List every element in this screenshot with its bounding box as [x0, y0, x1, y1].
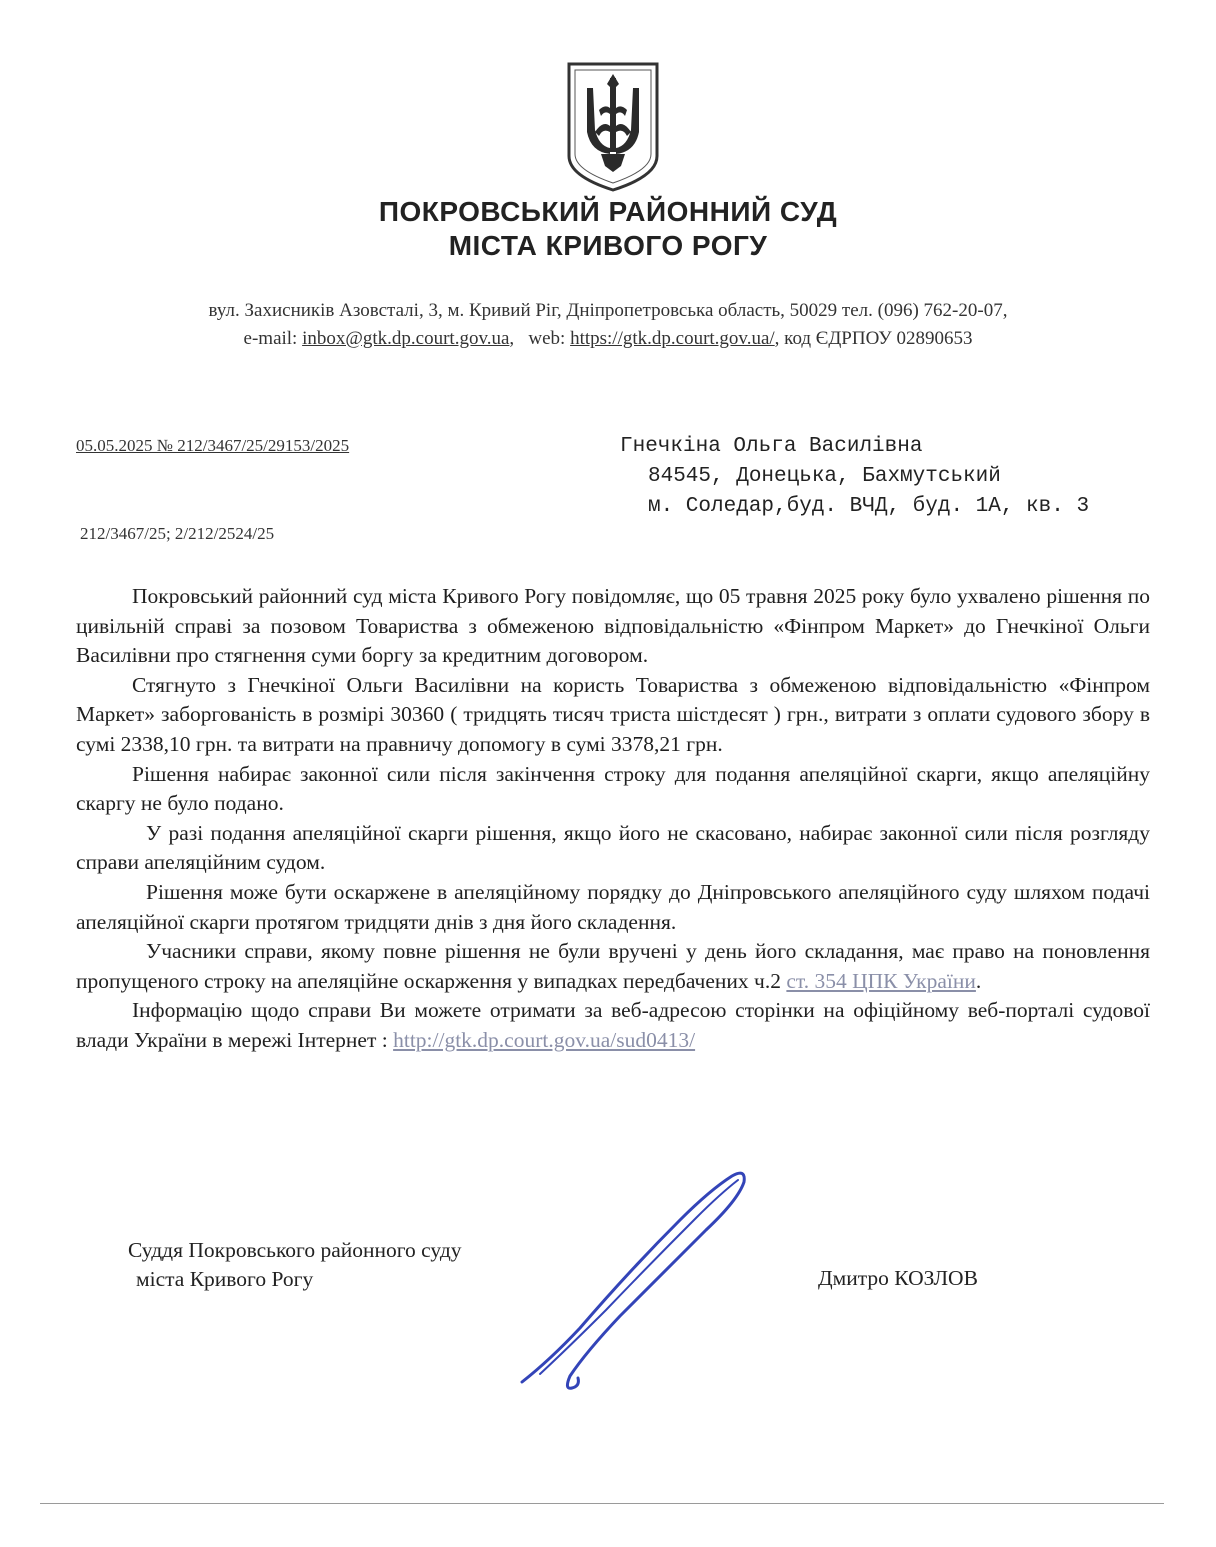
edrpou-code: , код ЄДРПОУ 02890653 — [774, 328, 973, 349]
bottom-divider — [40, 1503, 1164, 1504]
judge-title — [128, 1236, 462, 1294]
recipient-address-line1: 84545, Донецька, Бахмутський — [648, 465, 1001, 488]
judge-title-line2: міста Кривого Рогу — [136, 1267, 314, 1291]
web-link[interactable]: https://gtk.dp.court.gov.ua/ — [570, 328, 775, 349]
code-article-link[interactable]: ст. 354 ЦПК України — [786, 968, 976, 993]
judge-name: Дмитро КОЗЛОВ — [818, 1266, 978, 1290]
letter-body — [76, 582, 1150, 1056]
court-address: вул. Захисників Азовсталі, 3, м. Кривий Ріг, Дніпропетровська область, 50029 тел. (096) 762-20-07, — [208, 300, 1008, 321]
recipient-block — [620, 432, 1089, 522]
recipient-address-line2: м. Соледар,буд. ВЧД, буд. 1А, кв. 3 — [648, 495, 1090, 518]
outgoing-reference: 05.05.2025 № 212/3467/25/29153/2025 — [76, 436, 350, 455]
paragraph-legal-force: Рішення набирає законної сили після закінчення строку для подання апеляційної скарги, якщо апеляційну скаргу не було подано. — [76, 761, 1150, 816]
deadline-renewal-text: Учасники справи, якому повне рішення не були вручені у день його складання, має право на поновлення пропущеного строку на апеляційне оскарження у випадках передбачених ч.2 — [76, 939, 1150, 993]
court-name-line1: ПОКРОВСЬКИЙ РАЙОННИЙ СУД — [378, 196, 838, 227]
paragraph-appeal-filed: У разі подання апеляційної скарги рішення, якщо його не скасовано, набирає законної сили після розгляду справи апеляційним судом. — [76, 820, 1150, 875]
paragraph-appeal-procedure: Рішення може бути оскаржене в апеляційному порядку до Дніпровського апеляційного суду шляхом подачі апеляційної скарги протягом тридцяти днів з дня його складення. — [76, 879, 1150, 934]
court-contacts: e-mail: inbox@gtk.dp.court.gov.ua, web: https://gtk.dp.court.gov.ua/, код ЄДРПОУ 02890653 — [243, 328, 973, 349]
recipient-name: Гнечкіна Ольга Василівна — [620, 435, 923, 458]
info-portal-text: Інформацію щодо справи Ви можете отримати за веб-адресою сторінки на офіційному веб-порталі судової влади України в мережі Інтернет : — [76, 998, 1150, 1052]
signature-icon — [510, 1160, 770, 1400]
case-reference: 212/3467/25; 2/212/2524/25 — [80, 524, 275, 543]
judge-title-line1: Суддя Покровського районного суду — [128, 1238, 462, 1262]
email-link[interactable]: inbox@gtk.dp.court.gov.ua — [302, 328, 510, 349]
email-label: e-mail: — [243, 328, 303, 349]
paragraph-deadline-renewal: Учасники справи, якому повне рішення не були вручені у день його складання, має право на поновлення пропущеного строку на апеляційне оскарження у випадках передбачених ч.2 ст. 354 ЦПК України. — [76, 939, 1150, 993]
web-label: web: — [528, 328, 571, 349]
paragraph-info-portal — [76, 996, 1150, 1055]
portal-link[interactable]: http://gtk.dp.court.gov.ua/sud0413/ — [393, 1027, 696, 1052]
paragraph-recovered-amount: Стягнуто з Гнечкіної Ольги Василівни на користь Товариства з обмеженою відповідальністю «Фінпром Маркет» заборгованість в розмірі 30360 ( тридцять тисяч триста шістдесят ) грн., витрати з оплати судового збору в сумі 2338,10 грн. та витрати на правничу допомогу в сумі 3378,21 грн. — [76, 672, 1150, 756]
court-name-line2: МІСТА КРИВОГО РОГУ — [448, 230, 768, 261]
paragraph-decision: Покровський районний суд міста Кривого Рогу повідомляє, що 05 травня 2025 року було ухвалено рішення по цивільній справі за позовом Товариства з обмеженою відповідальністю «Фінпром Маркет» до Гнечкіної Ольги Василівни про стягнення суми боргу за кредитним договором. — [76, 584, 1150, 668]
trident-emblem-icon — [565, 60, 661, 194]
